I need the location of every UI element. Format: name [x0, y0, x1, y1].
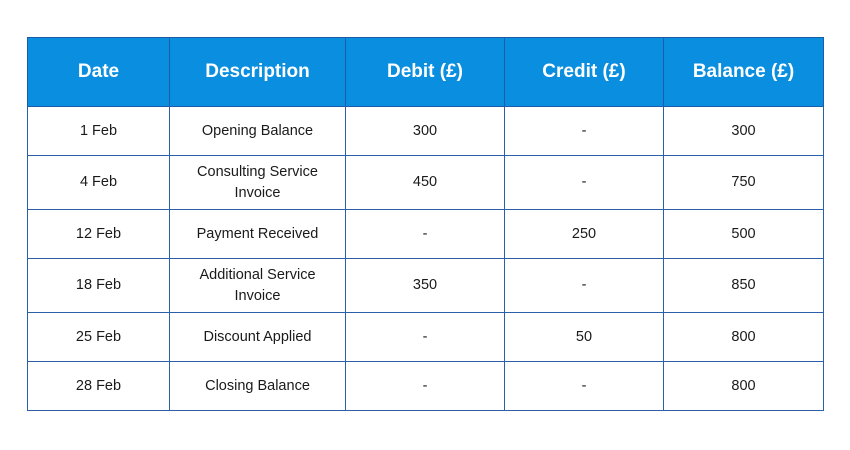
cell-description: Consulting Service Invoice: [170, 156, 346, 210]
cell-debit: -: [346, 313, 505, 362]
cell-date: 12 Feb: [28, 210, 170, 259]
cell-description: Closing Balance: [170, 362, 346, 411]
cell-credit: 250: [505, 210, 664, 259]
cell-balance: 800: [664, 362, 824, 411]
cell-debit: -: [346, 362, 505, 411]
cell-balance: 300: [664, 107, 824, 156]
cell-credit: -: [505, 156, 664, 210]
table-row: [28, 210, 824, 259]
header-balance: Balance (£): [664, 38, 824, 107]
cell-debit: 300: [346, 107, 505, 156]
cell-balance: 800: [664, 313, 824, 362]
cell-credit: -: [505, 362, 664, 411]
header-row: [28, 38, 824, 107]
header-debit: Debit (£): [346, 38, 505, 107]
cell-description: Payment Received: [170, 210, 346, 259]
cell-date: 25 Feb: [28, 313, 170, 362]
cell-balance: 500: [664, 210, 824, 259]
cell-description: Discount Applied: [170, 313, 346, 362]
header-description: Description: [170, 38, 346, 107]
table-row: [28, 259, 824, 313]
cell-balance: 750: [664, 156, 824, 210]
cell-description: Opening Balance: [170, 107, 346, 156]
table-row: [28, 156, 824, 210]
cell-date: 1 Feb: [28, 107, 170, 156]
cell-debit: -: [346, 210, 505, 259]
cell-balance: 850: [664, 259, 824, 313]
header-credit: Credit (£): [505, 38, 664, 107]
cell-description: Additional Service Invoice: [170, 259, 346, 313]
table-row: [28, 362, 824, 411]
cell-date: 4 Feb: [28, 156, 170, 210]
cell-debit: 350: [346, 259, 505, 313]
cell-credit: 50: [505, 313, 664, 362]
cell-date: 18 Feb: [28, 259, 170, 313]
cell-credit: -: [505, 107, 664, 156]
cell-debit: 450: [346, 156, 505, 210]
header-date: Date: [28, 38, 170, 107]
cell-date: 28 Feb: [28, 362, 170, 411]
ledger-table: [27, 37, 824, 411]
table-row: [28, 313, 824, 362]
cell-credit: -: [505, 259, 664, 313]
table-row: [28, 107, 824, 156]
